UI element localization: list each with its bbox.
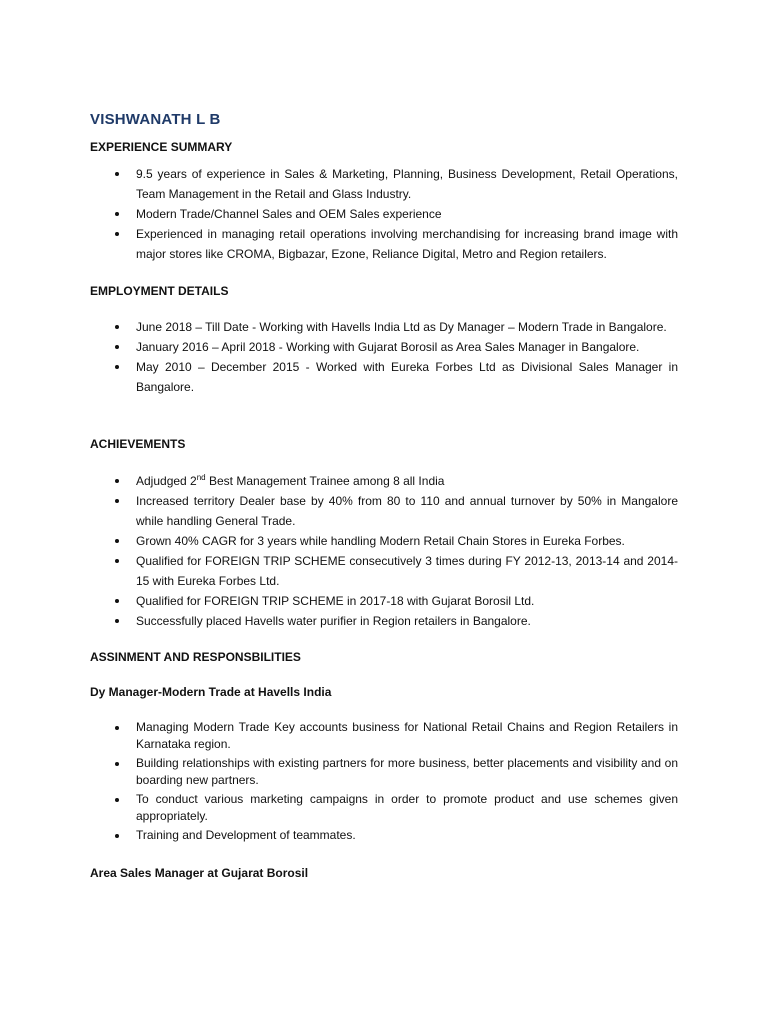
candidate-name: VISHWANATH L B: [90, 111, 221, 128]
list-item: Qualified for FOREIGN TRIP SCHEME in 2017-18 with Gujarat Borosil Ltd.: [110, 591, 678, 611]
employment-details-list: [110, 317, 678, 397]
experience-summary-heading: EXPERIENCE SUMMARY: [90, 140, 233, 154]
list-item: Training and Development of teammates.: [110, 827, 678, 844]
list-item: Grown 40% CAGR for 3 years while handling Modern Retail Chain Stores in Eureka Forbes.: [110, 531, 678, 551]
list-item: Qualified for FOREIGN TRIP SCHEME consecutively 3 times during FY 2012-13, 2013-14 and 2014-15 with Eureka Forbes Ltd.: [110, 551, 678, 591]
experience-summary-list: [110, 164, 678, 264]
list-item: May 2010 – December 2015 - Worked with Eureka Forbes Ltd as Divisional Sales Manager in Bangalore.: [110, 357, 678, 397]
havells-responsibilities-list: [110, 719, 678, 846]
list-item: Managing Modern Trade Key accounts business for National Retail Chains and Region Retailers in Karnataka region.: [110, 719, 678, 753]
list-item: 9.5 years of experience in Sales & Marketing, Planning, Business Development, Retail Operations, Team Management in the Retail and Glass Industry.: [110, 164, 678, 204]
role-title-gujarat-borosil: Area Sales Manager at Gujarat Borosil: [90, 866, 309, 880]
list-item: Increased territory Dealer base by 40% from 80 to 110 and annual turnover by 50% in Mangalore while handling General Trade.: [110, 491, 678, 531]
list-item: To conduct various marketing campaigns in order to promote product and use schemes given appropriately.: [110, 791, 678, 825]
assignments-heading: ASSINMENT AND RESPONSBILITIES: [90, 650, 301, 664]
list-item: Modern Trade/Channel Sales and OEM Sales experience: [110, 204, 678, 224]
list-item: Experienced in managing retail operations involving merchandising for increasing brand image with major stores like CROMA, Bigbazar, Ezone, Reliance Digital, Metro and Region retailers.: [110, 224, 678, 264]
achievements-heading: ACHIEVEMENTS: [90, 437, 186, 451]
achievements-list: [110, 471, 678, 631]
ordinal-suffix: nd: [196, 473, 206, 482]
achievement-suffix: Best Management Trainee among 8 all India: [205, 474, 445, 488]
list-item: [110, 471, 678, 491]
list-item: Building relationships with existing partners for more business, better placements and visibility and on boarding new partners.: [110, 755, 678, 789]
role-title-havells: Dy Manager-Modern Trade at Havells India: [90, 685, 332, 699]
list-item: January 2016 – April 2018 - Working with Gujarat Borosil as Area Sales Manager in Bangalore.: [110, 337, 678, 357]
employment-details-heading: EMPLOYMENT DETAILS: [90, 284, 229, 298]
list-item: Successfully placed Havells water purifier in Region retailers in Bangalore.: [110, 611, 678, 631]
list-item: June 2018 – Till Date - Working with Havells India Ltd as Dy Manager – Modern Trade in Bangalore.: [110, 317, 678, 337]
achievement-prefix: Adjudged 2: [136, 474, 197, 488]
